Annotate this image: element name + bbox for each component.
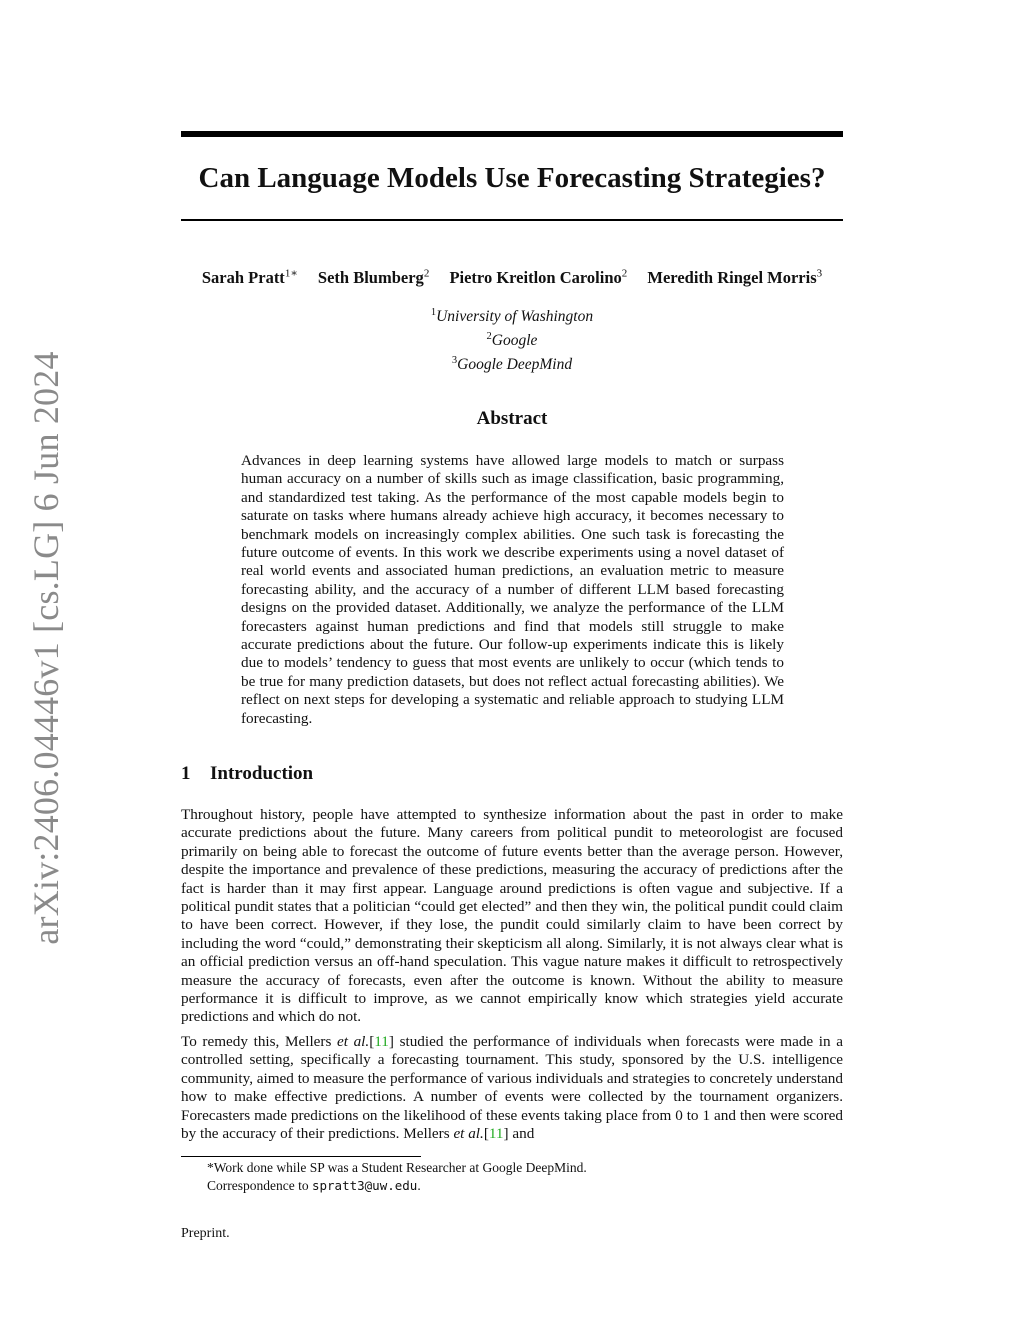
footnotes [207,1159,587,1195]
intro-paragraph-1: Throughout history, people have attempted to synthesize information about the past in order to make accurate predictions about the future. Many careers from political pundit to meteorologist are focused primarily on being able to forecast the outcome of future events better than the average person. However, despite the importance and prevalence of these predictions, measuring the accuracy of predictions after the fact is harder than it may first appear. Language around predictions is often vague and subjective. If a political pundit states that a politician “could get elected” and then they win, the political pundit could claim to have been correct. However, if they lose, the pundit could similarly claim to have been correct by including the word “could,” demonstrating their skepticism all along. Similarly, it is not always clear what is an official prediction versus an off-hand speculation. This vague nature makes it difficult to retrospectively measure the accuracy of forecasts, even after the outcome is known. Without the ability to measure performance it is difficult to improve, as we cannot empirically know which strategies yield accurate predictions and which do not. [181,806,843,1026]
author-affiliation-mark: 1∗ [284,267,298,279]
footnote-rule [181,1156,421,1157]
correspondence-email[interactable]: spratt3@uw.edu [311,1178,418,1193]
et-al: et al. [453,1125,484,1143]
author-affiliation-mark: 3 [816,267,823,279]
title-top-rule [181,131,843,137]
abstract-heading: Abstract [476,408,548,429]
cite-bracket: ] [388,1033,394,1050]
affiliation [181,327,843,351]
footnote-work-done: *Work done while SP was a Student Researcher at Google DeepMind. [207,1160,587,1175]
author [202,268,298,287]
author-list [150,266,874,288]
section-heading [181,763,313,785]
title-bottom-rule [181,219,843,221]
footnote-correspondence [207,1177,587,1195]
cite-bracket: ] [503,1125,509,1143]
affiliation-mark: 1 [430,307,437,318]
paragraph-text: studied the performance of individuals when forecasts were made in a controlled setting, specifically a forecasting tournament. This study, sponsored by the U.S. intelligence community, aimed to measure the performance of various individuals and strategies to concretely understand how to make effective predictions. A number of events were collected by the tournament organizers. Forecasters made predictions on the likelihood of these events taking place from 0 to 1 and then were scored by the accuracy of their predictions. Mellers [181,1033,843,1143]
author-name: Pietro Kreitlon Carolino [449,267,622,287]
section-title: Introduction [210,763,314,784]
et-al: et al. [337,1033,370,1050]
author [318,268,429,287]
cite-bracket: [ [483,1125,489,1143]
author-name: Meredith Ringel Morris [647,267,817,287]
paragraph-text: To remedy this, Mellers [181,1033,337,1050]
paragraph-text: and [508,1125,535,1143]
footnote-text: Correspondence to [207,1178,312,1193]
affiliation-mark: 3 [451,355,458,367]
affiliation-mark: 2 [486,331,492,343]
preprint-label: Preprint. [181,1226,230,1241]
author-affiliation-mark: 2 [423,267,430,279]
author [449,268,627,287]
author [647,268,822,287]
paper-title: Can Language Models Use Forecasting Strategies? [198,162,826,194]
intro-paragraph-2 [181,1033,843,1143]
footnote-text: . [417,1178,421,1193]
author-name: Seth Blumberg [317,267,424,287]
author-affiliation-mark: 2 [621,267,628,279]
arxiv-identifier: arXiv:2406.04446v1 [cs.LG] 6 Jun 2024 [26,351,66,945]
citation-link[interactable]: 11 [488,1125,504,1143]
affiliation [181,303,843,327]
affiliation-name: Google DeepMind [457,356,573,374]
affiliation-name: Google [491,332,538,350]
abstract-text: Advances in deep learning systems have allowed large models to match or surpass human accuracy on a number of skills such as image classification, basic programming, and standardized test taking. As the performance of the most capable models begin to saturate on tasks where humans already achieve high accuracy, it becomes necessary to benchmark models on increasingly complex abilities. One such task is forecasting the future outcome of events. In this work we describe experiments using a novel dataset of real world events and associated human predictions, an evaluation metric to measure forecasting ability, and the accuracy of a number of different LLM based forecasting designs on the provided dataset. Additionally, we analyze the performance of the LLM forecasters against human predictions and find that models still struggle to make accurate predictions about the future. Our follow-up experiments indicate this is likely due to models’ tendency to guess that most events are unlikely to occur (which tends to be true for many prediction datasets, but does not reflect actual forecasting abilities). We reflect on next steps for developing a systematic and reliable approach to studying LLM forecasting. [241,452,784,727]
section-number: 1 [181,763,191,784]
affiliation [181,351,843,375]
affiliation-name: University of Washington [436,308,594,326]
affiliation-list [181,303,843,375]
author-name: Sarah Pratt [201,267,285,287]
cite-bracket: [ [369,1033,375,1050]
citation-link[interactable]: 11 [374,1033,389,1050]
